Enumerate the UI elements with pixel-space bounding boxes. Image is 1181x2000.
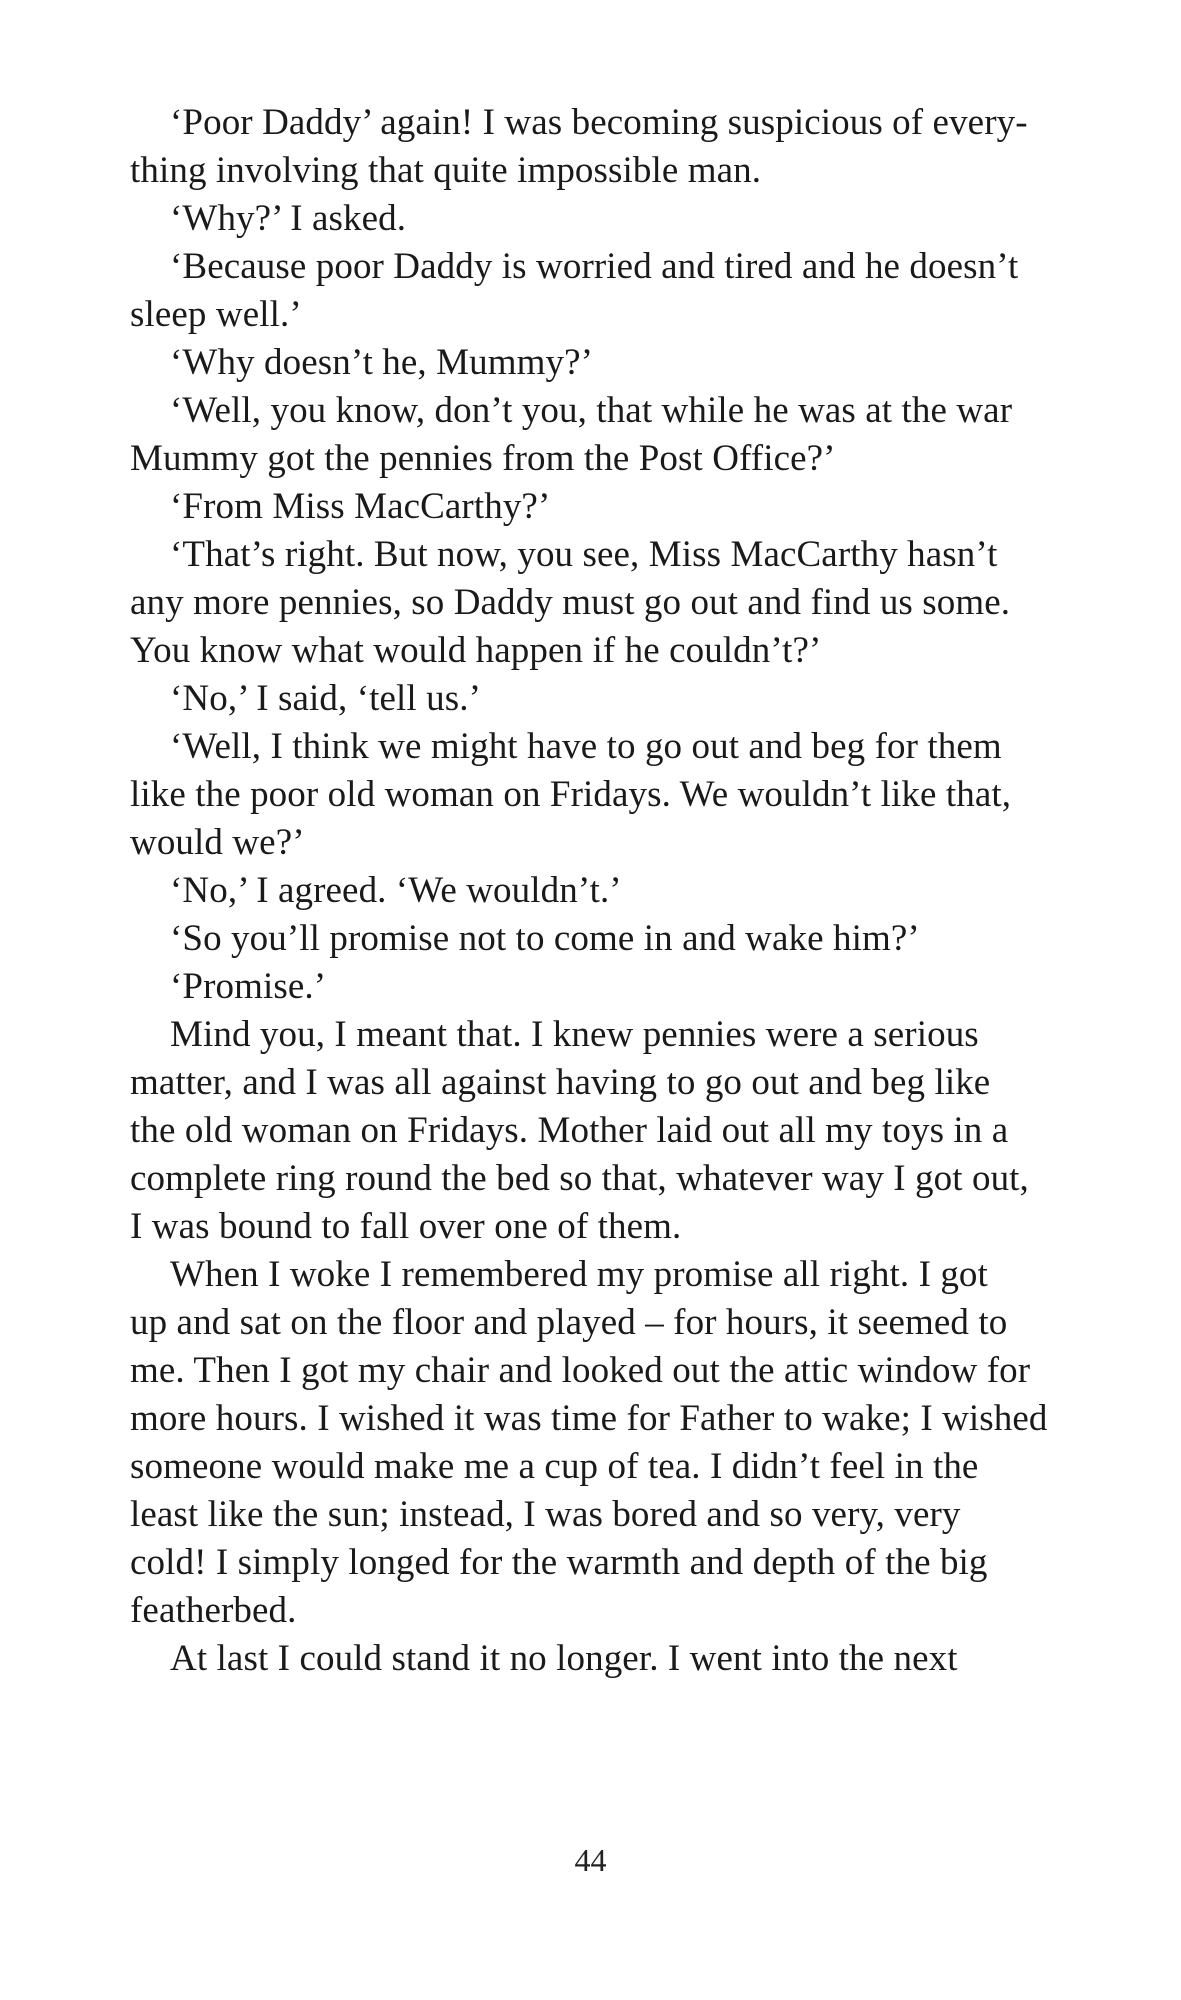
text-line: ‘So you’ll promise not to come in and wake him?’ bbox=[170, 918, 920, 959]
text-line: Mummy got the pennies from the Post Office?’ bbox=[130, 438, 836, 479]
text-line: complete ring round the bed so that, whatever way I got out, bbox=[130, 1158, 1029, 1199]
text-line: any more pennies, so Daddy must go out and find us some. bbox=[130, 582, 1011, 623]
text-line: ‘Poor Daddy’ again! I was becoming suspicious of every- bbox=[170, 102, 1028, 143]
text-line: up and sat on the floor and played – for hours, it seemed to bbox=[130, 1302, 1008, 1343]
text-line: ‘Why doesn’t he, Mummy?’ bbox=[170, 342, 594, 383]
text-line: would we?’ bbox=[130, 822, 305, 863]
text-line: featherbed. bbox=[130, 1590, 297, 1631]
text-line: I was bound to fall over one of them. bbox=[130, 1206, 682, 1247]
text-line: more hours. I wished it was time for Father to wake; I wished bbox=[130, 1398, 1048, 1439]
text-line: ‘Promise.’ bbox=[170, 966, 327, 1007]
text-line: ‘Well, you know, don’t you, that while he was at the war bbox=[170, 390, 1013, 431]
text-line: ‘Because poor Daddy is worried and tired and he doesn’t bbox=[170, 246, 1019, 287]
text-line: You know what would happen if he couldn’t?’ bbox=[130, 630, 822, 671]
text-line: like the poor old woman on Fridays. We wouldn’t like that, bbox=[130, 774, 1012, 815]
text-line: least like the sun; instead, I was bored and so very, very bbox=[130, 1494, 961, 1535]
text-line: matter, and I was all against having to go out and beg like bbox=[130, 1062, 991, 1103]
text-line: sleep well.’ bbox=[130, 294, 302, 335]
text-line: thing involving that quite impossible man. bbox=[130, 150, 762, 191]
text-line: Mind you, I meant that. I knew pennies were a serious bbox=[170, 1014, 979, 1055]
text-line: cold! I simply longed for the warmth and depth of the big bbox=[130, 1542, 988, 1583]
text-line: the old woman on Fridays. Mother laid out all my toys in a bbox=[130, 1110, 1009, 1151]
text-line: When I woke I remembered my promise all right. I got bbox=[170, 1254, 988, 1295]
text-line: At last I could stand it no longer. I went into the next bbox=[170, 1638, 958, 1679]
text-line: me. Then I got my chair and looked out the attic window for bbox=[130, 1350, 1031, 1391]
text-line: ‘No,’ I said, ‘tell us.’ bbox=[170, 678, 481, 719]
text-line: ‘No,’ I agreed. ‘We wouldn’t.’ bbox=[170, 870, 622, 911]
text-line: someone would make me a cup of tea. I didn’t feel in the bbox=[130, 1446, 979, 1487]
page-number: 44 bbox=[574, 1842, 607, 1878]
text-line: ‘From Miss MacCarthy?’ bbox=[170, 486, 551, 527]
text-line: ‘Why?’ I asked. bbox=[170, 198, 407, 239]
text-line: ‘That’s right. But now, you see, Miss MacCarthy hasn’t bbox=[170, 534, 998, 575]
text-line: ‘Well, I think we might have to go out and beg for them bbox=[170, 726, 1002, 767]
